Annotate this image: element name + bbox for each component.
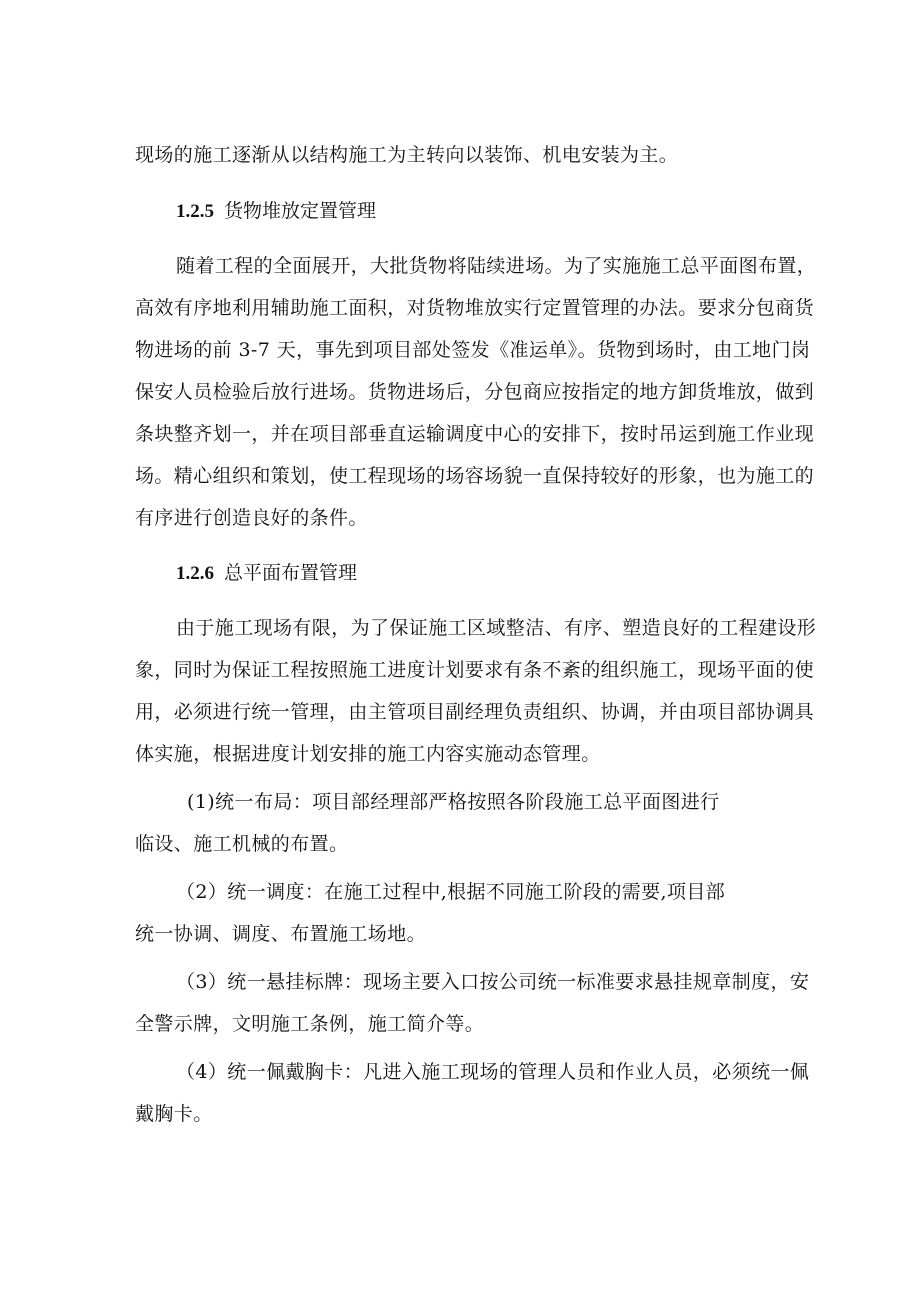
section-heading-1-2-6: [176, 561, 357, 586]
paragraph-line: 由于施工现场有限，为了保证施工区域整洁、有序、塑造良好的工程建设形: [176, 617, 817, 639]
section-title: 货物堆放定置管理: [224, 200, 377, 222]
paragraph-line: 保安人员检验后放行进场。货物进场后，分包商应按指定的地方卸货堆放，做到: [135, 381, 815, 403]
list-item-line: 临设、施工机械的布置。: [135, 833, 349, 855]
paragraph-line: 高效有序地利用辅助施工面积，对货物堆放实行定置管理的办法。要求分包商货: [135, 297, 815, 319]
list-item-line: （3）统一悬挂标牌：现场主要入口按公司统一标准要求悬挂规章制度，安: [176, 971, 810, 993]
list-item-line: (1)统一布局：项目部经理部严格按照各阶段施工总平面图进行: [187, 791, 720, 813]
paragraph-line: 现场的施工逐渐从以结构施工为主转向以装饰、机电安装为主。: [135, 144, 679, 166]
section-heading-1-2-5: [176, 199, 376, 224]
list-item-line: 全警示牌，文明施工条例，施工简介等。: [135, 1013, 485, 1035]
list-item-line: 戴胸卡。: [135, 1103, 213, 1125]
paragraph-line: 随着工程的全面展开，大批货物将陆续进场。为了实施施工总平面图布置，: [176, 255, 817, 277]
paragraph-line: 场。精心组织和策划，使工程现场的场容场貌一直保持较好的形象，也为施工的: [135, 465, 815, 487]
section-title: 总平面布置管理: [224, 562, 358, 584]
section-number: 1.2.6: [176, 563, 214, 584]
paragraph-line: 条块整齐划一，并在项目部垂直运输调度中心的安排下，按时吊运到施工作业现: [135, 423, 815, 445]
paragraph-line: 物进场的前 3-7 天，事先到项目部处签发《准运单》。货物到场时，由工地门岗: [135, 339, 811, 361]
paragraph-line: 有序进行创造良好的条件。: [135, 507, 368, 529]
list-item-line: 统一协调、调度、布置施工场地。: [135, 923, 427, 945]
section-number: 1.2.5: [176, 201, 214, 222]
list-item-line: （2）统一调度：在施工过程中,根据不同施工阶段的需要,项目部: [176, 881, 726, 903]
paragraph-line: 象，同时为保证工程按照施工进度计划要求有条不紊的组织施工，现场平面的使: [135, 659, 815, 681]
list-item-line: （4）统一佩戴胸卡：凡进入施工现场的管理人员和作业人员，必须统一佩: [176, 1061, 810, 1083]
paragraph-line: 体实施，根据进度计划安排的施工内容实施动态管理。: [135, 743, 601, 765]
paragraph-line: 用，必须进行统一管理，由主管项目副经理负责组织、协调，并由项目部协调具: [135, 701, 815, 723]
